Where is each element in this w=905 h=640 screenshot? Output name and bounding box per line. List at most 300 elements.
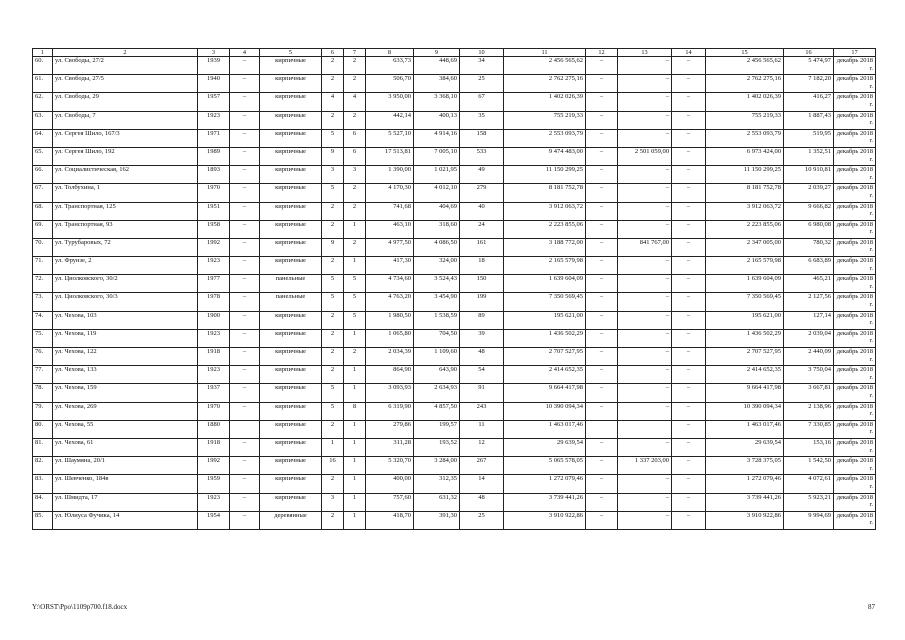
- wall-material-cell: кирпичные: [260, 184, 322, 202]
- wall-material-cell: кирпичные: [260, 93, 322, 111]
- total-cost-cell: 3 910 922,86: [504, 511, 586, 529]
- total-area-cell: 17 513,81: [366, 147, 414, 165]
- table-row: [33, 111, 876, 129]
- column-number-cell: 14: [672, 49, 706, 57]
- total-area-cell: 463,10: [366, 220, 414, 238]
- total-area-cell: 4 763,20: [366, 293, 414, 311]
- entrances-cell: 3: [344, 166, 366, 184]
- row-number-cell: 62.: [33, 93, 53, 111]
- floors-cell: 5: [322, 402, 344, 420]
- unit-cost-cell: 5 923,21: [784, 493, 834, 511]
- col12-cell: –: [586, 57, 618, 75]
- entrances-cell: 6: [344, 129, 366, 147]
- deadline-cell: декабрь 2018 г.: [834, 420, 876, 438]
- col14-cell: –: [672, 366, 706, 384]
- col15-cost-cell: 2 553 093,79: [706, 129, 784, 147]
- floors-cell: 2: [322, 475, 344, 493]
- deadline-cell: декабрь 2018 г.: [834, 329, 876, 347]
- floors-cell: 5: [322, 293, 344, 311]
- year-cell: 1900: [198, 311, 230, 329]
- column-number-cell: 6: [322, 49, 344, 57]
- unit-cost-cell: 6 683,89: [784, 257, 834, 275]
- year-cell: 1970: [198, 184, 230, 202]
- unit-cost-cell: 9 994,69: [784, 511, 834, 529]
- table-row: [33, 457, 876, 475]
- address-cell: ул. Чехова, 269: [53, 402, 198, 420]
- total-cost-cell: 755 219,33: [504, 111, 586, 129]
- total-area-cell: 741,68: [366, 202, 414, 220]
- living-area-cell: 4 857,50: [414, 402, 460, 420]
- year-cell: 1880: [198, 420, 230, 438]
- col12-cell: –: [586, 129, 618, 147]
- unit-cost-cell: 7 330,85: [784, 420, 834, 438]
- row-number-cell: 65.: [33, 147, 53, 165]
- entrances-cell: 2: [344, 184, 366, 202]
- year-cell: 1918: [198, 348, 230, 366]
- col15-cost-cell: 1 272 079,46: [706, 475, 784, 493]
- col13-cell: –: [618, 220, 672, 238]
- total-cost-cell: 2 414 652,35: [504, 366, 586, 384]
- residents-cell: 25: [460, 511, 504, 529]
- residents-cell: 67: [460, 93, 504, 111]
- floors-cell: 2: [322, 511, 344, 529]
- total-area-cell: 506,70: [366, 75, 414, 93]
- address-cell: ул. Толбухина, 1: [53, 184, 198, 202]
- col15-cost-cell: 10 390 094,34: [706, 402, 784, 420]
- entrances-cell: 4: [344, 93, 366, 111]
- table-row: [33, 511, 876, 529]
- col15-cost-cell: 8 181 752,78: [706, 184, 784, 202]
- total-area-cell: 864,90: [366, 366, 414, 384]
- year-cell: 1978: [198, 293, 230, 311]
- total-cost-cell: 8 181 752,78: [504, 184, 586, 202]
- residents-cell: 40: [460, 202, 504, 220]
- address-cell: ул. Транспортная, 125: [53, 202, 198, 220]
- col15-cost-cell: 6 973 424,00: [706, 147, 784, 165]
- col12-cell: [586, 420, 618, 438]
- entrances-cell: 1: [344, 220, 366, 238]
- table-row: [33, 147, 876, 165]
- living-area-cell: 324,00: [414, 257, 460, 275]
- deadline-cell: декабрь 2018 г.: [834, 220, 876, 238]
- col15-cost-cell: 2 762 275,16: [706, 75, 784, 93]
- year-cell: 1992: [198, 238, 230, 256]
- table-row: [33, 420, 876, 438]
- year-cell: 1937: [198, 384, 230, 402]
- residents-cell: 12: [460, 438, 504, 456]
- address-cell: ул. Циолковского, 30/3: [53, 293, 198, 311]
- col4-cell: –: [230, 220, 260, 238]
- living-area-cell: 400,13: [414, 111, 460, 129]
- col12-cell: –: [586, 238, 618, 256]
- col4-cell: –: [230, 384, 260, 402]
- col15-cost-cell: 2 347 005,00: [706, 238, 784, 256]
- deadline-cell: декабрь 2018 г.: [834, 438, 876, 456]
- col12-cell: –: [586, 75, 618, 93]
- year-cell: 1893: [198, 166, 230, 184]
- residents-cell: 158: [460, 129, 504, 147]
- residents-cell: 39: [460, 329, 504, 347]
- residents-cell: 267: [460, 457, 504, 475]
- unit-cost-cell: 2 440,09: [784, 348, 834, 366]
- living-area-cell: 199,57: [414, 420, 460, 438]
- address-cell: ул. Сергея Шило, 167/3: [53, 129, 198, 147]
- col12-cell: –: [586, 311, 618, 329]
- col15-cost-cell: 1 639 604,09: [706, 275, 784, 293]
- col12-cell: –: [586, 275, 618, 293]
- wall-material-cell: панельные: [260, 293, 322, 311]
- living-area-cell: 3 454,90: [414, 293, 460, 311]
- total-area-cell: 3 093,93: [366, 384, 414, 402]
- entrances-cell: 1: [344, 475, 366, 493]
- entrances-cell: 2: [344, 111, 366, 129]
- col4-cell: –: [230, 493, 260, 511]
- wall-material-cell: кирпичные: [260, 329, 322, 347]
- col14-cell: –: [672, 111, 706, 129]
- living-area-cell: 312,35: [414, 475, 460, 493]
- entrances-cell: 1: [344, 420, 366, 438]
- unit-cost-cell: 780,32: [784, 238, 834, 256]
- total-cost-cell: 3 912 063,72: [504, 202, 586, 220]
- unit-cost-cell: 465,21: [784, 275, 834, 293]
- row-number-cell: 64.: [33, 129, 53, 147]
- column-number-cell: 3: [198, 49, 230, 57]
- year-cell: 1918: [198, 438, 230, 456]
- column-number-cell: 4: [230, 49, 260, 57]
- total-cost-cell: 1 436 502,29: [504, 329, 586, 347]
- address-cell: ул. Чехова, 159: [53, 384, 198, 402]
- total-cost-cell: 2 762 275,16: [504, 75, 586, 93]
- unit-cost-cell: 2 039,04: [784, 329, 834, 347]
- residents-cell: 49: [460, 166, 504, 184]
- total-cost-cell: 1 272 079,46: [504, 475, 586, 493]
- address-cell: ул. Шаумяна, 20/1: [53, 457, 198, 475]
- wall-material-cell: кирпичные: [260, 166, 322, 184]
- total-cost-cell: 1 402 026,39: [504, 93, 586, 111]
- floors-cell: 2: [322, 75, 344, 93]
- floors-cell: 16: [322, 457, 344, 475]
- residents-cell: 14: [460, 475, 504, 493]
- wall-material-cell: кирпичные: [260, 438, 322, 456]
- deadline-cell: декабрь 2018 г.: [834, 129, 876, 147]
- living-area-cell: 3 524,43: [414, 275, 460, 293]
- year-cell: 1958: [198, 220, 230, 238]
- row-number-cell: 67.: [33, 184, 53, 202]
- total-area-cell: 6 319,90: [366, 402, 414, 420]
- wall-material-cell: кирпичные: [260, 129, 322, 147]
- col14-cell: –: [672, 257, 706, 275]
- address-cell: ул. Свободы, 7: [53, 111, 198, 129]
- total-cost-cell: 7 350 569,45: [504, 293, 586, 311]
- total-area-cell: 311,28: [366, 438, 414, 456]
- entrances-cell: 8: [344, 402, 366, 420]
- wall-material-cell: кирпичные: [260, 493, 322, 511]
- deadline-cell: декабрь 2018 г.: [834, 402, 876, 420]
- unit-cost-cell: 2 138,96: [784, 402, 834, 420]
- total-cost-cell: 5 065 578,05: [504, 457, 586, 475]
- col12-cell: –: [586, 457, 618, 475]
- col4-cell: –: [230, 366, 260, 384]
- wall-material-cell: кирпичные: [260, 220, 322, 238]
- total-area-cell: 418,70: [366, 511, 414, 529]
- wall-material-cell: кирпичные: [260, 366, 322, 384]
- total-cost-cell: 3 188 772,00: [504, 238, 586, 256]
- col12-cell: –: [586, 111, 618, 129]
- year-cell: 1992: [198, 457, 230, 475]
- row-number-cell: 83.: [33, 475, 53, 493]
- deadline-cell: декабрь 2018 г.: [834, 147, 876, 165]
- year-cell: 1923: [198, 257, 230, 275]
- deadline-cell: декабрь 2018 г.: [834, 311, 876, 329]
- total-area-cell: 4 734,60: [366, 275, 414, 293]
- residents-cell: 48: [460, 348, 504, 366]
- col13-cell: –: [618, 129, 672, 147]
- col14-cell: –: [672, 511, 706, 529]
- unit-cost-cell: 7 182,20: [784, 75, 834, 93]
- total-cost-cell: 195 621,00: [504, 311, 586, 329]
- total-cost-cell: 2 553 093,79: [504, 129, 586, 147]
- col13-cell: –: [618, 493, 672, 511]
- col13-cell: –: [618, 275, 672, 293]
- living-area-cell: 704,50: [414, 329, 460, 347]
- total-cost-cell: 29 639,54: [504, 438, 586, 456]
- col15-cost-cell: 2 707 527,95: [706, 348, 784, 366]
- living-area-cell: 1 021,95: [414, 166, 460, 184]
- total-cost-cell: 10 390 094,34: [504, 402, 586, 420]
- year-cell: 1971: [198, 129, 230, 147]
- col13-cell: –: [618, 166, 672, 184]
- col4-cell: [230, 420, 260, 438]
- wall-material-cell: кирпичные: [260, 202, 322, 220]
- address-cell: ул. Чехова, 133: [53, 366, 198, 384]
- year-cell: 1970: [198, 402, 230, 420]
- page-number: 87: [868, 603, 875, 611]
- unit-cost-cell: 153,16: [784, 438, 834, 456]
- col15-cost-cell: 2 456 565,62: [706, 57, 784, 75]
- col13-cell: –: [618, 202, 672, 220]
- wall-material-cell: кирпичные: [260, 384, 322, 402]
- col4-cell: –: [230, 402, 260, 420]
- col13-cell: 841 767,00: [618, 238, 672, 256]
- unit-cost-cell: 2 127,56: [784, 293, 834, 311]
- col4-cell: –: [230, 311, 260, 329]
- living-area-cell: 631,32: [414, 493, 460, 511]
- col13-cell: –: [618, 438, 672, 456]
- col12-cell: –: [586, 493, 618, 511]
- deadline-cell: декабрь 2018 г.: [834, 348, 876, 366]
- col12-cell: –: [586, 93, 618, 111]
- residents-cell: 25: [460, 75, 504, 93]
- col13-cell: –: [618, 511, 672, 529]
- wall-material-cell: кирпичные: [260, 311, 322, 329]
- floors-cell: 2: [322, 329, 344, 347]
- year-cell: 1939: [198, 57, 230, 75]
- deadline-cell: декабрь 2018 г.: [834, 257, 876, 275]
- col13-cell: [618, 420, 672, 438]
- col13-cell: –: [618, 57, 672, 75]
- year-cell: 1977: [198, 275, 230, 293]
- unit-cost-cell: 1 542,50: [784, 457, 834, 475]
- wall-material-cell: кирпичные: [260, 75, 322, 93]
- col12-cell: –: [586, 475, 618, 493]
- table-row: [33, 348, 876, 366]
- col12-cell: –: [586, 366, 618, 384]
- col13-cell: –: [618, 348, 672, 366]
- col14-cell: –: [672, 275, 706, 293]
- col12-cell: –: [586, 384, 618, 402]
- total-area-cell: 4 170,30: [366, 184, 414, 202]
- column-number-cell: 1: [33, 49, 53, 57]
- residents-cell: 199: [460, 293, 504, 311]
- col12-cell: –: [586, 329, 618, 347]
- column-number-cell: 5: [260, 49, 322, 57]
- total-area-cell: 1 065,80: [366, 329, 414, 347]
- col14-cell: –: [672, 238, 706, 256]
- living-area-cell: 193,52: [414, 438, 460, 456]
- col4-cell: –: [230, 293, 260, 311]
- table-row: [33, 311, 876, 329]
- row-number-cell: 78.: [33, 384, 53, 402]
- total-cost-cell: 11 150 299,25: [504, 166, 586, 184]
- col15-cost-cell: 29 639,54: [706, 438, 784, 456]
- row-number-cell: 76.: [33, 348, 53, 366]
- row-number-cell: 69.: [33, 220, 53, 238]
- table-row: [33, 402, 876, 420]
- column-number-cell: 9: [414, 49, 460, 57]
- col4-cell: –: [230, 147, 260, 165]
- unit-cost-cell: 127,14: [784, 311, 834, 329]
- col15-cost-cell: 7 350 569,45: [706, 293, 784, 311]
- living-area-cell: 3 368,10: [414, 93, 460, 111]
- document-page: [32, 48, 875, 530]
- entrances-cell: 1: [344, 257, 366, 275]
- table-row: [33, 275, 876, 293]
- col14-cell: –: [672, 438, 706, 456]
- wall-material-cell: кирпичные: [260, 57, 322, 75]
- deadline-cell: декабрь 2018 г.: [834, 111, 876, 129]
- row-number-cell: 63.: [33, 111, 53, 129]
- address-cell: ул. Свободы, 27/2: [53, 57, 198, 75]
- address-cell: ул. Чехова, 61: [53, 438, 198, 456]
- col14-cell: –: [672, 493, 706, 511]
- col14-cell: –: [672, 475, 706, 493]
- deadline-cell: декабрь 2018 г.: [834, 238, 876, 256]
- col15-cost-cell: 1 402 026,39: [706, 93, 784, 111]
- address-cell: ул. Транспортная, 93: [53, 220, 198, 238]
- col14-cell: –: [672, 311, 706, 329]
- wall-material-cell: панельные: [260, 275, 322, 293]
- row-number-cell: 85.: [33, 511, 53, 529]
- address-cell: ул. Турубаровых, 72: [53, 238, 198, 256]
- col15-cost-cell: 755 219,33: [706, 111, 784, 129]
- total-area-cell: 633,73: [366, 57, 414, 75]
- col12-cell: –: [586, 402, 618, 420]
- total-area-cell: 400,00: [366, 475, 414, 493]
- column-number-cell: 2: [53, 49, 198, 57]
- year-cell: 1959: [198, 475, 230, 493]
- living-area-cell: 448,69: [414, 57, 460, 75]
- entrances-cell: 1: [344, 329, 366, 347]
- deadline-cell: декабрь 2018 г.: [834, 384, 876, 402]
- table-row: [33, 202, 876, 220]
- unit-cost-cell: 5 474,97: [784, 57, 834, 75]
- entrances-cell: 6: [344, 147, 366, 165]
- col12-cell: –: [586, 293, 618, 311]
- column-number-cell: 11: [504, 49, 586, 57]
- table-row: [33, 493, 876, 511]
- year-cell: 1957: [198, 93, 230, 111]
- deadline-cell: декабрь 2018 г.: [834, 93, 876, 111]
- col13-cell: –: [618, 366, 672, 384]
- col4-cell: –: [230, 166, 260, 184]
- total-cost-cell: 1 463 017,46: [504, 420, 586, 438]
- row-number-cell: 84.: [33, 493, 53, 511]
- row-number-cell: 75.: [33, 329, 53, 347]
- col13-cell: 1 337 203,00: [618, 457, 672, 475]
- residents-cell: 54: [460, 366, 504, 384]
- deadline-cell: декабрь 2018 г.: [834, 457, 876, 475]
- col12-cell: –: [586, 202, 618, 220]
- floors-cell: 5: [322, 275, 344, 293]
- entrances-cell: 2: [344, 75, 366, 93]
- col14-cell: –: [672, 147, 706, 165]
- table-row: [33, 438, 876, 456]
- entrances-cell: 1: [344, 511, 366, 529]
- col13-cell: –: [618, 75, 672, 93]
- residents-cell: 34: [460, 57, 504, 75]
- col4-cell: –: [230, 475, 260, 493]
- total-area-cell: 5 527,10: [366, 129, 414, 147]
- col15-cost-cell: 11 150 299,25: [706, 166, 784, 184]
- living-area-cell: 7 005,10: [414, 147, 460, 165]
- col4-cell: –: [230, 329, 260, 347]
- deadline-cell: декабрь 2018 г.: [834, 166, 876, 184]
- floors-cell: 2: [322, 57, 344, 75]
- residents-cell: 161: [460, 238, 504, 256]
- living-area-cell: 4 914,16: [414, 129, 460, 147]
- unit-cost-cell: 9 666,82: [784, 202, 834, 220]
- address-cell: ул. Чехова, 122: [53, 348, 198, 366]
- wall-material-cell: кирпичные: [260, 238, 322, 256]
- total-cost-cell: 1 639 604,09: [504, 275, 586, 293]
- total-area-cell: 2 034,39: [366, 348, 414, 366]
- total-cost-cell: 2 223 855,06: [504, 220, 586, 238]
- entrances-cell: 5: [344, 293, 366, 311]
- living-area-cell: 4 012,10: [414, 184, 460, 202]
- col4-cell: –: [230, 438, 260, 456]
- col13-cell: –: [618, 311, 672, 329]
- col4-cell: –: [230, 111, 260, 129]
- total-area-cell: 757,60: [366, 493, 414, 511]
- floors-cell: 1: [322, 438, 344, 456]
- entrances-cell: 2: [344, 348, 366, 366]
- col15-cost-cell: 3 739 441,26: [706, 493, 784, 511]
- year-cell: 1951: [198, 202, 230, 220]
- col4-cell: –: [230, 275, 260, 293]
- wall-material-cell: кирпичные: [260, 111, 322, 129]
- deadline-cell: декабрь 2018 г.: [834, 511, 876, 529]
- col12-cell: –: [586, 220, 618, 238]
- deadline-cell: декабрь 2018 г.: [834, 75, 876, 93]
- column-number-row: [33, 49, 876, 57]
- entrances-cell: 1: [344, 438, 366, 456]
- total-area-cell: 5 320,70: [366, 457, 414, 475]
- col4-cell: –: [230, 238, 260, 256]
- entrances-cell: 2: [344, 238, 366, 256]
- col14-cell: –: [672, 457, 706, 475]
- unit-cost-cell: 2 039,27: [784, 184, 834, 202]
- col13-cell: –: [618, 111, 672, 129]
